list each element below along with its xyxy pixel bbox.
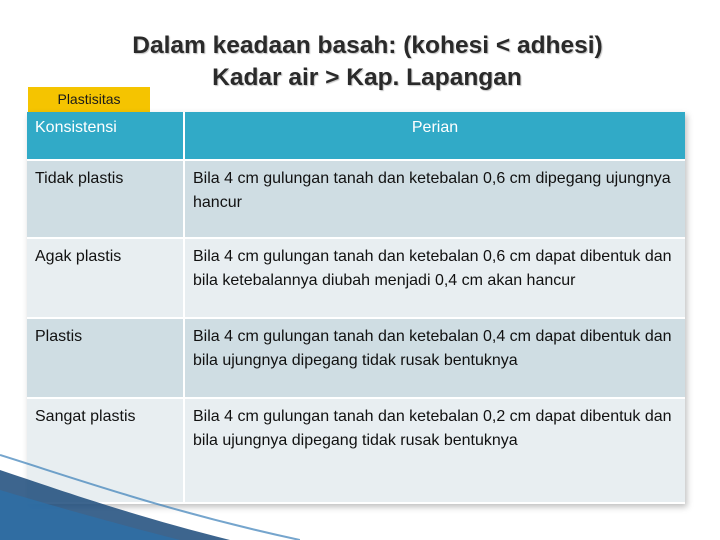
cell-konsistensi: Sangat plastis (27, 398, 184, 502)
cell-konsistensi: Tidak plastis (27, 160, 184, 238)
cell-konsistensi: Agak plastis (27, 238, 184, 318)
slide-title (0, 30, 720, 94)
cell-perian: Bila 4 cm gulungan tanah dan ketebalan 0,6 cm dipegang ujungnya hancur (184, 160, 685, 238)
plastisitas-badge: Plastisitas (28, 87, 150, 112)
table-row (27, 160, 685, 238)
title-line-1: Dalam keadaan basah: (kohesi < adhesi) (132, 32, 603, 59)
cell-perian: Bila 4 cm gulungan tanah dan ketebalan 0,6 cm dapat dibentuk dan bila ketebalannya diubah menjadi 0,4 cm akan hancur (184, 238, 685, 318)
table-header-row (27, 112, 685, 160)
cell-konsistensi: Plastis (27, 318, 184, 398)
header-konsistensi: Konsistensi (27, 112, 184, 160)
table-row (27, 318, 685, 398)
title-line-2: Kadar air > Kap. Lapangan (212, 64, 522, 91)
cell-perian: Bila 4 cm gulungan tanah dan ketebalan 0,4 cm dapat dibentuk dan bila ujungnya dipegang tidak rusak bentuknya (184, 318, 685, 398)
header-perian: Perian (184, 112, 685, 160)
cell-perian: Bila 4 cm gulungan tanah dan ketebalan 0,2 cm dapat dibentuk dan bila ujungnya dipegang tidak rusak bentuknya (184, 398, 685, 502)
table-row (27, 238, 685, 318)
slide-corner-decoration (0, 450, 300, 540)
consistency-table (27, 112, 685, 504)
